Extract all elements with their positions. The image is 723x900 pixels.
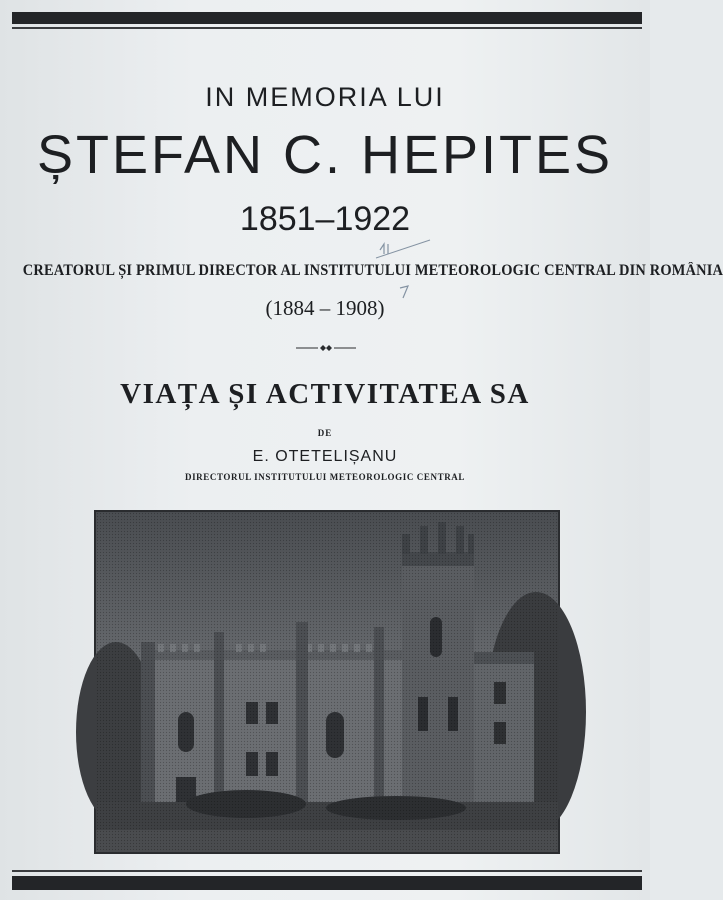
bottom-border-rule: [12, 876, 642, 890]
author-name: E. OTETELIȘANU: [252, 448, 398, 465]
creator-subtitle: CREATORUL ȘI PRIMUL DIRECTOR AL INSTITUTULUI METEOROLOGIC CENTRAL DIN ROMÂNIA: [22, 262, 723, 279]
top-border-rule: [12, 12, 642, 24]
work-title: VIAȚA ȘI ACTIVITATEA SA: [120, 378, 530, 410]
top-border-thin-rule: [12, 27, 642, 29]
author-role: DIRECTORUL INSTITUTULUI METEOROLOGIC CENTRAL: [184, 472, 466, 482]
by-label: DE: [317, 428, 333, 438]
memoria-heading: IN MEMORIA LUI: [205, 82, 445, 112]
pencil-annotation-icon: [370, 236, 440, 306]
person-name-title: ȘTEFAN C. HEPITES: [36, 125, 614, 185]
bottom-border-thin-rule: [12, 870, 642, 872]
ornament-divider-icon: [296, 344, 356, 352]
director-period: (1884 – 1908): [265, 296, 385, 320]
life-years: 1851–1922: [239, 200, 411, 238]
building-photograph: [94, 510, 560, 854]
